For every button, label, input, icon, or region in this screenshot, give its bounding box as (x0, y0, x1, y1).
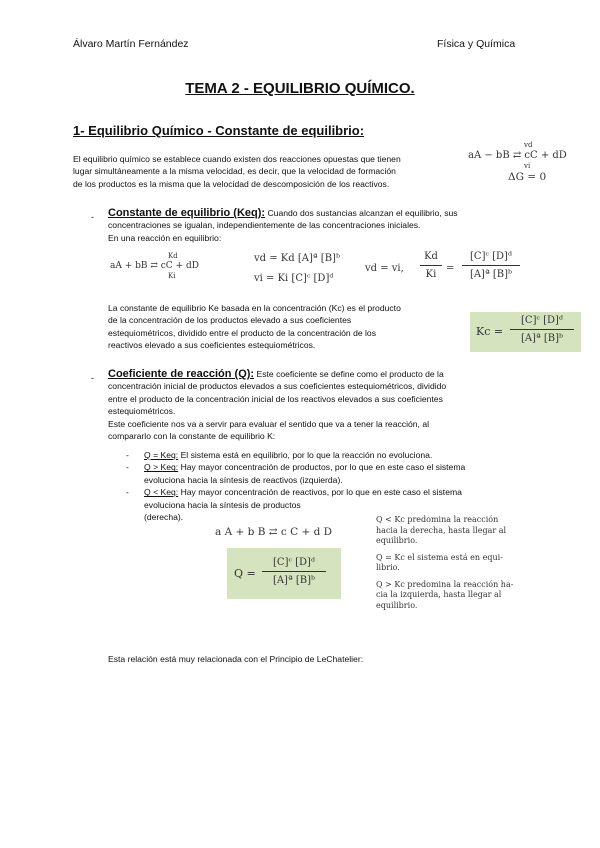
bullet-q: - (91, 373, 94, 383)
k-ratio (420, 251, 442, 280)
keq-line: concentraciones se igualan, independientemente de las concentraciones iniciales. (108, 220, 421, 231)
header-subject: Física y Química (437, 38, 516, 50)
equals-sign: = (446, 263, 455, 274)
list-item (126, 461, 546, 486)
list-key: Q = Keq: (144, 450, 179, 460)
list-key: Q > Keq: (144, 462, 179, 473)
q-line: Este coeficiente nos va a servir para evaluar el sentido que va a tener la reacción, al (108, 418, 430, 429)
vd-equation: vd = Kd [A]ª [B]ᵇ (254, 253, 340, 264)
note-line: Q > Kc predomina la reacción ha- (376, 579, 514, 589)
list-bullet: - (126, 450, 129, 460)
list-text: El sistema está en equilibrio, por lo que la reacción no evoluciona. (180, 450, 433, 460)
kc-num: [C]ᶜ [D]ᵈ (521, 315, 563, 326)
vi-equation: vi = Ki [C]ᶜ [D]ᵈ (254, 273, 334, 284)
q-line: entre el producto de la concentración inicial de los reactivos elevados a sus coeficientes (108, 393, 443, 404)
keq-heading: Constante de equilibrio (Keq): (108, 207, 266, 219)
kd-label: Kd (168, 252, 178, 260)
fraction-bar (262, 571, 326, 572)
delta-g-text: ΔG = 0 (508, 171, 547, 183)
note-line: equilibrio. (376, 536, 418, 545)
reaction-text: aA − bB ⇄ cC + dD (468, 150, 567, 161)
section-heading: 1- Equilibrio Químico - Constante de equilibrio: (73, 123, 365, 138)
ratio-num: Kd (424, 251, 438, 262)
q-lhs: Q = (234, 567, 256, 580)
fraction-bar (510, 329, 574, 330)
vi-label: vi (524, 162, 531, 170)
keq-block (108, 207, 528, 244)
q-heading: Coeficiente de reacción (Q): (108, 368, 255, 380)
keq-line: Cuando dos sustancias alcanzan el equilibrio, sus (267, 208, 458, 218)
conc-num: [C]ᶜ [D]ᵈ (470, 251, 512, 262)
q-notes (376, 515, 521, 611)
q-den: [A]ª [B]ᵇ (272, 575, 316, 586)
kc-line: La constante de equilibrio Ke basada en la concentración (Kc) es el producto (108, 303, 401, 313)
ratio-den: Ki (425, 269, 437, 280)
kc-paragraph (108, 302, 458, 352)
kc-formula-box (470, 312, 581, 352)
fraction-bar (420, 265, 442, 266)
bullet-keq: - (91, 212, 94, 222)
list-text-cont: (derecha). (144, 512, 184, 523)
list-text: Hay mayor concentración de productos, por lo que en este caso el sistema (180, 462, 466, 473)
note-line: librio. (376, 563, 400, 572)
reaction-text: aA + bB ⇄ cC + dD (110, 261, 199, 271)
q-num: [C]ᶜ [D]ᵈ (273, 557, 315, 568)
q-reaction: a A + b B ⇄ c C + d D (215, 526, 333, 538)
intro-paragraph (73, 153, 463, 190)
velocity-equality: vd = vi, (365, 263, 404, 274)
q-list (126, 449, 546, 523)
kc-fraction (510, 315, 574, 344)
header-author: Álvaro Martín Fernández (73, 38, 189, 50)
note-line: cia la izquierda, hasta llegar al (376, 590, 502, 599)
list-key: Q < Keq: (144, 487, 179, 498)
intro-line: lugar simultáneamente a la misma velocidad, es decir, que la velocidad de formación (73, 166, 396, 177)
q-line: estequiométricos. (108, 406, 176, 417)
q-formula-box (227, 548, 341, 599)
fraction-bar (462, 265, 520, 266)
equilibrium-formula (468, 141, 593, 183)
q-line: Este coeficiente se define como el producto de la (256, 369, 444, 379)
list-bullet: - (126, 487, 129, 498)
note-q-greater (376, 580, 521, 612)
kc-line: reactivos elevado a sus coeficientes estequiométricos. (108, 340, 316, 351)
q-block (108, 368, 528, 442)
note-q-equal (376, 553, 521, 574)
note-line: hacia la derecha, hasta llegar al (376, 525, 507, 535)
q-line: compararlo con la constante de equilibrio K: (108, 431, 276, 442)
note-line: equilibrio. (376, 600, 418, 610)
q-line: concentración inicial de productos elevados a sus coeficientes estequiométricos, dividido (108, 381, 447, 392)
list-item (126, 449, 546, 461)
list-text: Hay mayor concentración de reactivos, por lo que en este caso el sistema (180, 487, 462, 498)
keq-reaction (110, 252, 240, 282)
intro-line: de los productos es la misma que la velocidad de descomposición de los reactivos. (73, 178, 390, 189)
kc-line: estequiométricos, dividido entre el producto de la concentración de los (108, 327, 376, 338)
list-bullet: - (126, 462, 129, 473)
page-title: TEMA 2 - EQUILIBRIO QUÍMICO. (185, 80, 415, 97)
kc-lhs: Kc = (476, 325, 504, 338)
vd-label: vd (524, 141, 533, 149)
conc-ratio (462, 251, 520, 280)
velocity-equations (254, 249, 340, 289)
keq-line: En una reacción en equilibrio: (108, 232, 222, 243)
note-line: Q = Kc el sistema está en equi- (376, 552, 503, 562)
kc-line: de la concentración de los productos elevado a sus coeficientes (108, 315, 352, 326)
closing-text: Esta relación está muy relacionada con el Principio de LeChatelier: (108, 654, 364, 664)
list-text-cont: evoluciona hacia la síntesis de reactivos (izquierda). (144, 474, 343, 485)
kc-den: [A]ª [B]ᵇ (520, 333, 564, 344)
note-line: Q < Kc predomina la reacción (376, 515, 499, 524)
list-text-cont: evoluciona hacia la síntesis de productos (144, 499, 301, 510)
ki-label: Ki (168, 272, 176, 280)
note-q-less (376, 515, 521, 547)
q-fraction (262, 557, 326, 586)
intro-line: El equilibrio químico se establece cuando existen dos reacciones opuestas que tienen (73, 154, 401, 164)
conc-den: [A]ª [B]ᵇ (469, 269, 513, 280)
